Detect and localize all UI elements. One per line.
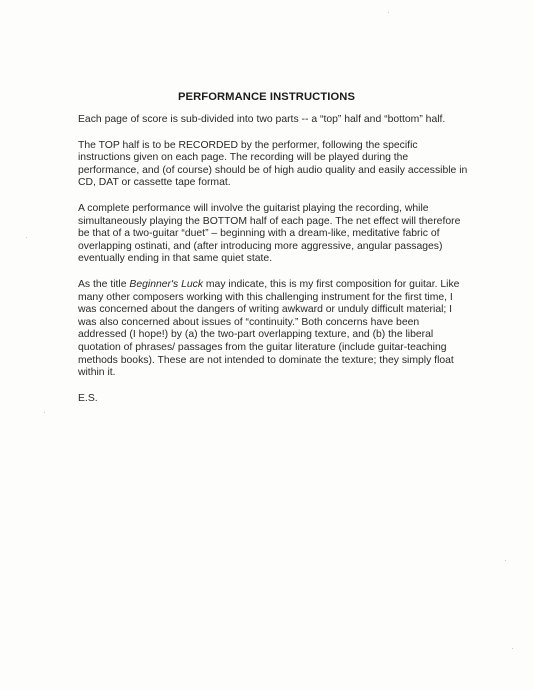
- paragraph-3: A complete performance will involve the guitarist playing the recording, while simultaneously playing the BOTTOM half of each page. The net effect will therefore be that of a two-guitar “duet” – beginning with a dream-like, meditative fabric of overlapping ostinati, and (after introducing more aggressive, angular passages) eventually ending in that same quiet state.: [78, 202, 461, 265]
- paragraph-4-before: As the title: [78, 278, 130, 290]
- scan-speck: [26, 237, 27, 238]
- composition-title: Beginner's Luck: [129, 278, 204, 290]
- scan-speck: [505, 560, 506, 561]
- scan-speck: [512, 648, 513, 649]
- scan-speck: [388, 12, 389, 13]
- paragraph-4: [78, 279, 470, 380]
- scan-speck: [44, 412, 45, 413]
- paragraph-1: Each page of score is sub-divided into two parts -- a “top” half and “bottom” half.: [78, 114, 446, 125]
- paragraph-4-after: may indicate, this is my first composition for guitar. Like many other composers working with this challenging instrument for the first time, I was concerned about the dangers of writing awkward or unduly difficult material; I was also concerned about issues of “continuity.” Both concerns have been addressed (I hope!) by (a) the two-part overlapping texture, and (b) the liberal quotation of phrases/ passages from the guitar literature (include guitar-teaching methods books). These are not intended to dominate the texture; they simply float within it.: [78, 278, 460, 379]
- signature: E.S.: [78, 392, 98, 404]
- paragraph-2: The TOP half is to be RECORDED by the performer, following the specific instructions given on each page. The recording will be played during the performance, and (of course) should be of high audio quality and easily accessible in CD, DAT or cassette tape format.: [78, 139, 468, 189]
- page-title: PERFORMANCE INSTRUCTIONS: [177, 91, 356, 103]
- document-body: [78, 114, 470, 418]
